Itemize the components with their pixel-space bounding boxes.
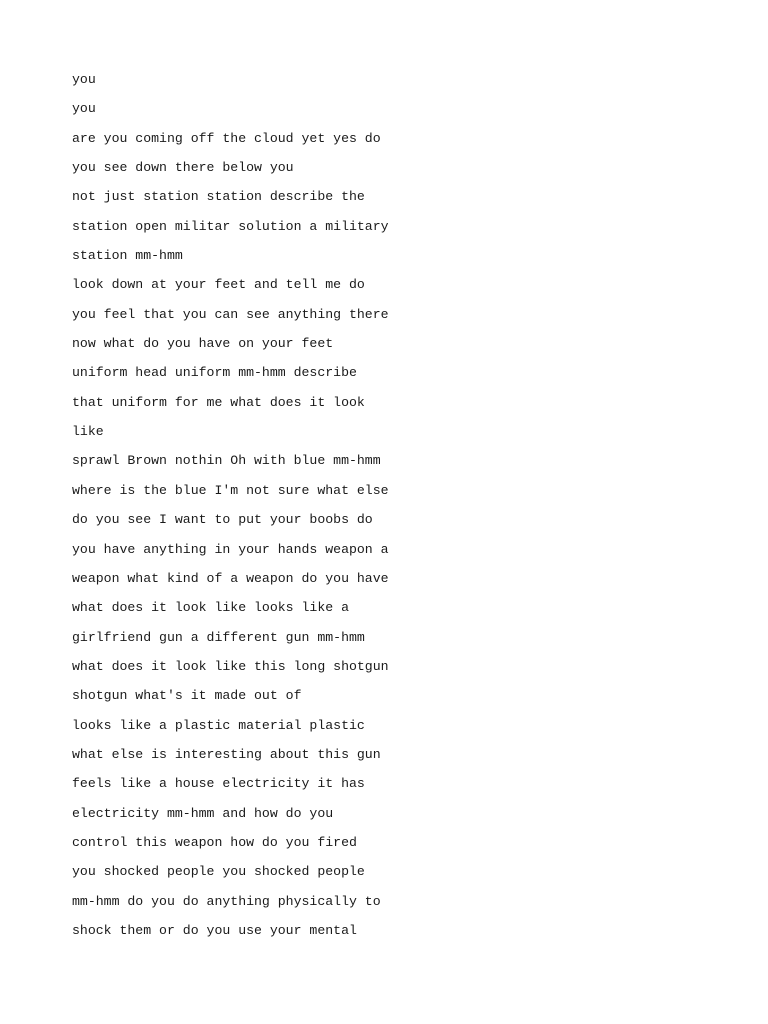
transcript-line: what does it look like this long shotgun (72, 658, 389, 674)
transcript-line: you see down there below you (72, 160, 294, 176)
transcript-line: mm-hmm do you do anything physically to (72, 893, 381, 909)
transcript-line: what does it look like looks like a (72, 600, 349, 616)
transcript-line: that uniform for me what does it look (72, 394, 365, 410)
transcript-line: uniform head uniform mm-hmm describe (72, 365, 357, 381)
transcript-line: you shocked people you shocked people (72, 864, 365, 880)
transcript-line: not just station station describe the (72, 189, 365, 205)
transcript-line: you (72, 101, 96, 117)
transcript-line: you feel that you can see anything there (72, 306, 389, 322)
transcript-line: you have anything in your hands weapon a (72, 541, 389, 557)
transcript-line: feels like a house electricity it has (72, 776, 365, 792)
transcript-text (72, 68, 389, 948)
transcript-line: shotgun what's it made out of (72, 688, 302, 704)
transcript-line: where is the blue I'm not sure what else (72, 482, 389, 498)
transcript-line: do you see I want to put your boobs do (72, 512, 373, 528)
transcript-line: looks like a plastic material plastic (72, 717, 365, 733)
transcript-line: station open militar solution a military (72, 218, 389, 234)
transcript-line: like (72, 424, 104, 440)
transcript-line: sprawl Brown nothin Oh with blue mm-hmm (72, 453, 381, 469)
transcript-line: control this weapon how do you fired (72, 834, 357, 850)
transcript-line: are you coming off the cloud yet yes do (72, 130, 381, 146)
transcript-line: you (72, 72, 96, 87)
transcript-line: now what do you have on your feet (72, 336, 334, 352)
transcript-line: what else is interesting about this gun (72, 746, 381, 762)
transcript-line: electricity mm-hmm and how do you (72, 805, 334, 821)
transcript-line: shock them or do you use your mental (72, 922, 357, 938)
transcript-line: weapon what kind of a weapon do you have (72, 570, 389, 586)
transcript-line: station mm-hmm (72, 248, 183, 264)
transcript-line: girlfriend gun a different gun mm-hmm (72, 629, 365, 645)
transcript-line: look down at your feet and tell me do (72, 277, 365, 293)
